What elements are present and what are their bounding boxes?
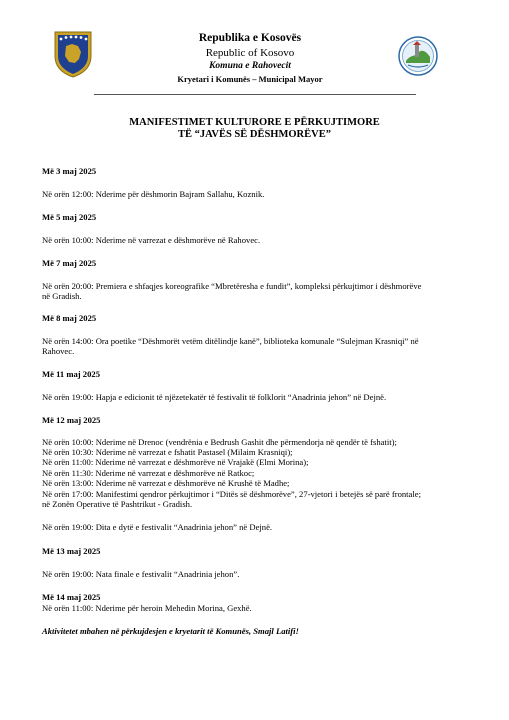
event-line: Në orën 11:30: Nderime në varrezat e dëshmorëve në Ratkoc; (42, 468, 255, 478)
event-line: Në orën 19:00: Hapja e edicionit të njëzetekatër të festivalit të folklorit “Anadrinia jehon” në Dejnë. (42, 392, 387, 402)
header-republic-english: Republic of Kosovo (205, 47, 295, 59)
event-line: Në orën 17:00: Manifestimi qendror përkujtimor i “Ditës së dëshmorëve”, 27-vjetori i betejës së parë frontale; (42, 489, 421, 499)
header-mayor-office: Kryetari i Komunës – Municipal Mayor (177, 74, 323, 84)
event-line: në Zonën Operative të Pashtrikut - Gradish. (42, 499, 193, 509)
date-heading: Më 14 maj 2025 (42, 592, 101, 602)
event-line: Në orën 10:00: Nderime në varrezat e dëshmorëve në Rahovec. (42, 235, 261, 245)
date-heading: Më 13 maj 2025 (42, 546, 101, 556)
event-line: Në orën 19:00: Nata finale e festivalit “Anadrinia jehon”. (42, 569, 240, 579)
date-heading: Më 7 maj 2025 (42, 258, 97, 268)
date-heading: Më 5 maj 2025 (42, 212, 97, 222)
event-line: Në orën 19:00: Dita e dytë e festivalit “Anadrinia jehon” në Dejnë. (42, 522, 273, 532)
event-line: Në orën 10:00: Nderime në Drenoc (vendrënia e Bedrush Gashit dhe përmendorja në qendër të fshatit); (42, 437, 397, 447)
header-municipality: Komuna e Rahovecit (209, 61, 291, 71)
date-heading: Më 11 maj 2025 (42, 369, 100, 379)
header-republic-albanian: Republika e Kosovës (198, 32, 302, 44)
header-divider (94, 94, 416, 95)
event-line: Në orën 20:00: Premiera e shfaqjes koreografike “Mbretëresha e fundit”, kompleksi përkujtimor i dëshmorëve (42, 281, 422, 291)
date-heading: Më 12 maj 2025 (42, 415, 101, 425)
event-line: Në orën 12:00: Nderime për dëshmorin Bajram Sallahu, Koznik. (42, 189, 265, 199)
event-line: Në orën 13:00: Nderime në varrezat e dëshmorëve në Krushë të Madhe; (42, 478, 290, 488)
event-line: Rahovec. (42, 346, 75, 356)
date-heading: Më 3 maj 2025 (42, 166, 97, 176)
event-line: Në orën 10:30: Nderime në varrezat e fshatit Pastasel (Milaim Krasniqi); (42, 447, 293, 457)
document-title: MANIFESTIMET KULTURORE E PËRKUJTIMORE (129, 117, 380, 128)
event-line: Në orën 14:00: Ora poetike “Dëshmorët vetëm ditëlindje kanë”, biblioteka komunale “Sulejman Krasniqi” në (42, 336, 419, 346)
kosovo-coat-of-arms-icon (52, 30, 94, 78)
date-heading: Më 8 maj 2025 (42, 313, 97, 323)
municipality-emblem-icon (398, 36, 438, 76)
event-line: Në orën 11:00: Nderime për heroin Mehedin Morina, Gexhë. (42, 603, 252, 613)
document-subtitle: TË “JAVËS SË DËSHMORËVE” (178, 129, 331, 140)
event-line: në Gradish. (42, 291, 82, 301)
closing-note: Aktivitetet mbahen në përkujdesjen e kryetarit të Komunës, Smajl Latifi! (42, 626, 299, 636)
event-line: Në orën 11:00: Nderime në varrezat e dëshmorëve në Vrajakë (Elmi Morina); (42, 457, 309, 467)
